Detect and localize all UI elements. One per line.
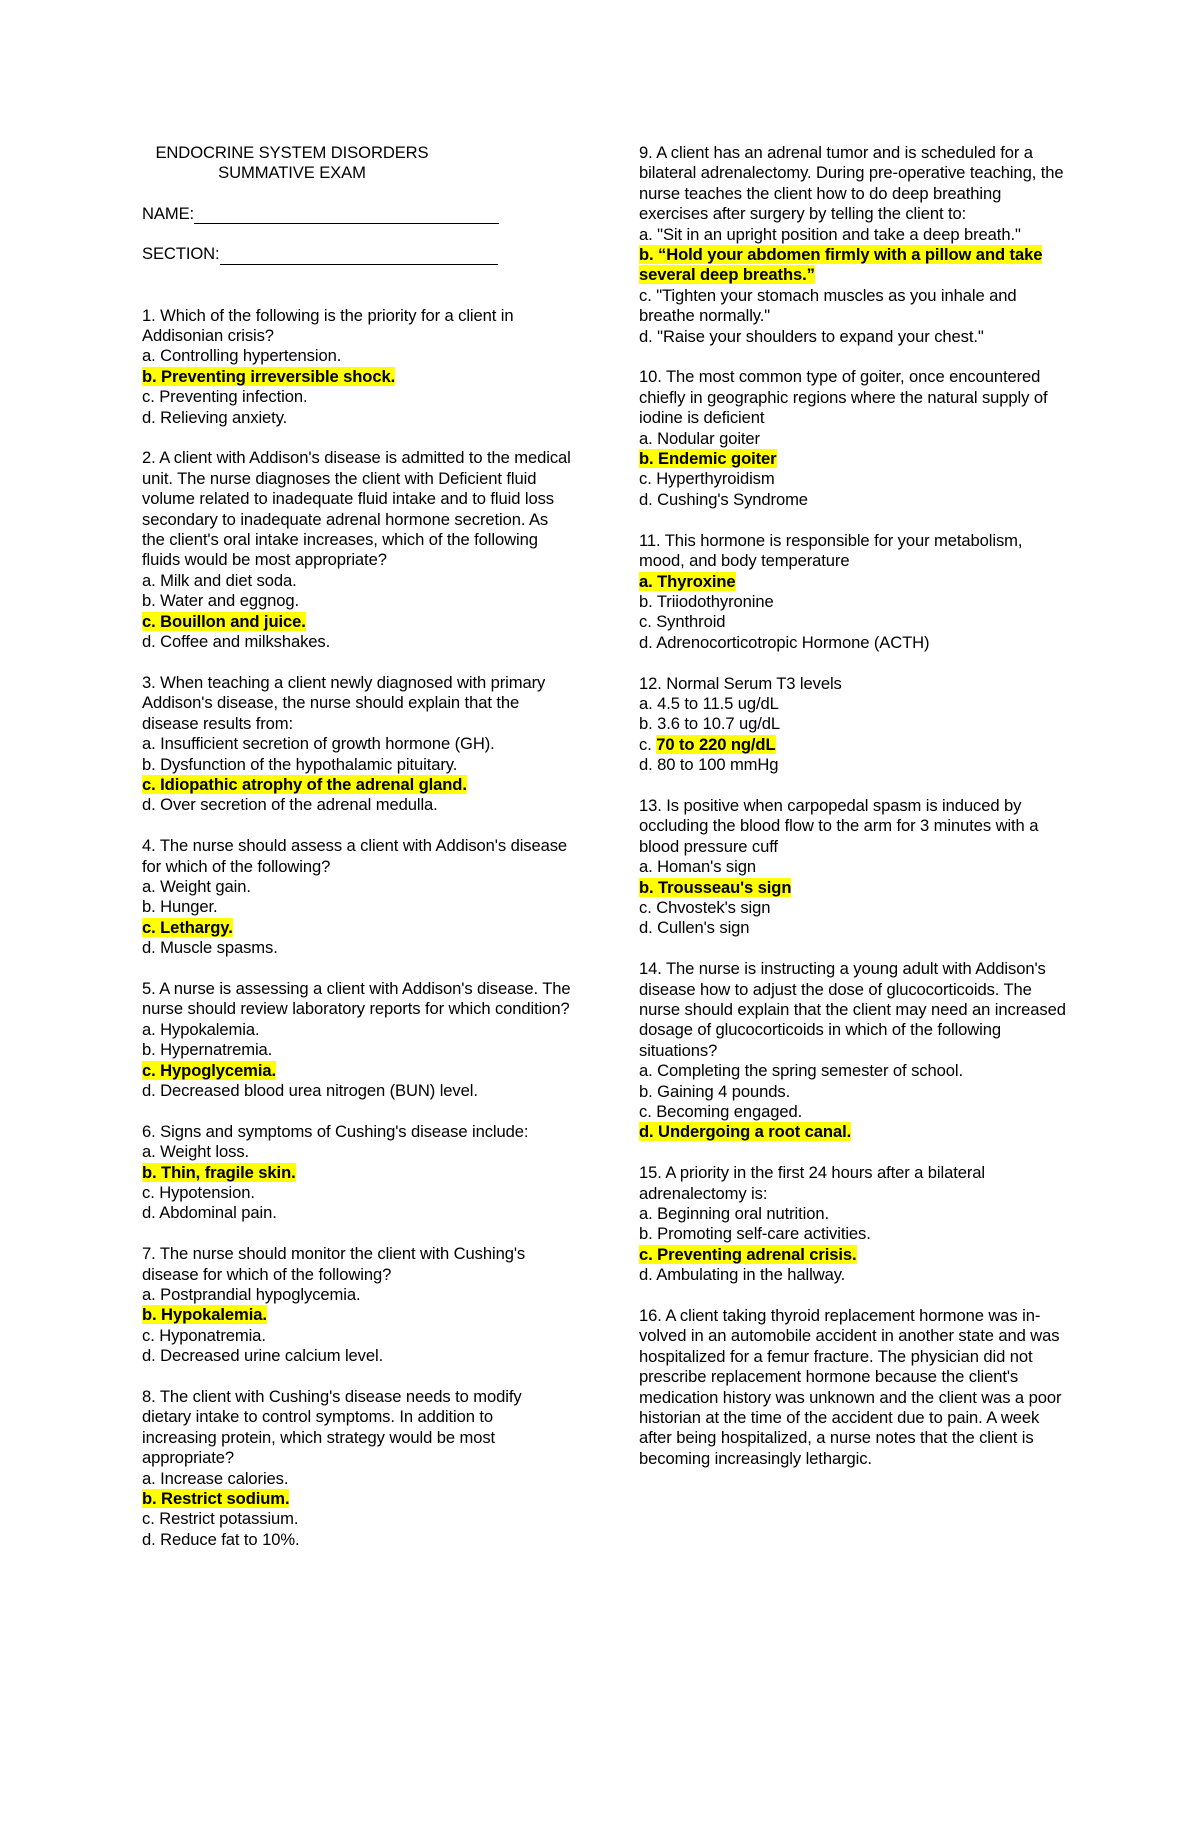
answer-option[interactable]: c. Hypotension. — [142, 1183, 255, 1203]
answer-option-correct[interactable] — [639, 449, 1069, 469]
answer-option[interactable]: d. Decreased blood urea nitrogen (BUN) level. — [142, 1081, 478, 1100]
question-stem: 1. Which of the following is the priority for a client in Addisonian crisis? — [142, 305, 514, 346]
name-field-row — [142, 204, 572, 224]
question-item — [142, 448, 572, 652]
answer-option[interactable]: d. Relieving anxiety. — [142, 407, 288, 427]
name-label: NAME: — [142, 203, 195, 223]
question-stem: 12. Normal Serum T3 levels — [639, 673, 842, 693]
highlighted-answer: 70 to 220 ng/dL — [656, 734, 776, 754]
question-item — [639, 959, 1069, 1143]
answer-option-correct[interactable] — [142, 1163, 572, 1183]
question-item — [142, 1122, 572, 1224]
title-line-1: ENDOCRINE SYSTEM DISORDERS — [155, 143, 429, 162]
highlighted-answer: c. Hypoglycemia. — [142, 1060, 276, 1080]
option-letter: c. — [639, 734, 657, 754]
answer-option[interactable]: d. Adrenocorticotropic Hormone (ACTH) — [639, 632, 930, 652]
question-stem: 16. A client taking thyroid replacement hormone was in- volved in an automobile accident in another state and was hospitalized for a femur fracture. The physician did not prescribe replacement hormone because the client's medication history was unknown and the client was a poor historian at the time of the accident due to pain. A week after being hospitalized, a nurse notes that the client is becoming increasingly lethargic. — [639, 1306, 1062, 1468]
answer-option-correct[interactable] — [142, 1305, 572, 1325]
question-item — [639, 1306, 1069, 1469]
answer-option[interactable]: c. Hyperthyroidism — [639, 469, 775, 489]
title-line-2: SUMMATIVE EXAM — [218, 163, 366, 183]
answer-option-correct[interactable] — [639, 1122, 1069, 1142]
answer-option[interactable]: a. Nodular goiter — [639, 428, 760, 448]
answer-option-correct[interactable] — [142, 1061, 572, 1081]
answer-option[interactable]: a. Postprandial hypoglycemia. — [142, 1285, 361, 1305]
highlighted-answer: c. Lethargy. — [142, 917, 233, 937]
student-fields — [142, 204, 572, 265]
highlighted-answer: b. “Hold your abdomen firmly with a pillow and take several deep breaths.” — [639, 245, 1043, 285]
question-item — [142, 673, 572, 816]
question-stem: 13. Is positive when carpopedal spasm is induced by occluding the blood flow to the arm for 3 minutes with a blood pressure cuff — [639, 795, 1039, 856]
answer-option[interactable]: c. Becoming engaged. — [639, 1102, 803, 1122]
question-item — [639, 143, 1069, 347]
answer-option-correct[interactable] — [142, 612, 572, 632]
left-question-list — [142, 306, 572, 1551]
answer-option[interactable]: d. Reduce fat to 10%. — [142, 1529, 300, 1549]
exam-title — [142, 143, 442, 184]
question-stem: 3. When teaching a client newly diagnosed with primary Addison's disease, the nurse should explain that the disease results from: — [142, 672, 546, 733]
answer-option[interactable]: b. Water and eggnog. — [142, 591, 299, 611]
answer-option[interactable]: a. Weight loss. — [142, 1142, 250, 1162]
answer-option[interactable]: d. Decreased urine calcium level. — [142, 1346, 384, 1366]
answer-option[interactable]: a. 4.5 to 11.5 ug/dL — [639, 693, 779, 713]
highlighted-answer: b. Restrict sodium. — [142, 1489, 290, 1509]
answer-option[interactable]: c. Preventing infection. — [142, 387, 308, 407]
highlighted-answer: b. Hypokalemia. — [142, 1305, 267, 1325]
highlighted-answer: c. Preventing adrenal crisis. — [639, 1244, 857, 1264]
question-stem: 8. The client with Cushing's disease needs to modify dietary intake to control symptoms. In addition to increasing protein, which strategy would be most appropriate? — [142, 1387, 522, 1468]
answer-option[interactable]: d. Ambulating in the hallway. — [639, 1265, 846, 1285]
highlighted-answer: b. Thin, fragile skin. — [142, 1162, 296, 1182]
name-blank-line[interactable] — [194, 206, 499, 224]
question-stem: 15. A priority in the first 24 hours after a bilateral adrenalectomy is: — [639, 1163, 986, 1203]
answer-option[interactable]: d. Abdominal pain. — [142, 1203, 277, 1223]
answer-option[interactable]: b. Dysfunction of the hypothalamic pituitary. — [142, 754, 458, 774]
answer-option[interactable]: a. Controlling hypertension. — [142, 346, 342, 366]
answer-option[interactable]: d. Cushing's Syndrome — [639, 489, 808, 509]
question-stem: 14. The nurse is instructing a young adult with Addison's disease how to adjust the dose of glucocorticoids. The nurse should explain that the client may need an increased dosage of glucocorticoids in which of the following situations? — [639, 959, 1066, 1060]
answer-option[interactable]: c. Hyponatremia. — [142, 1325, 266, 1345]
answer-option-correct[interactable] — [142, 367, 572, 387]
answer-option[interactable]: b. Triiodothyronine — [639, 591, 774, 611]
right-column — [639, 143, 1069, 1490]
question-item — [142, 1387, 572, 1550]
answer-option[interactable]: b. Hunger. — [142, 897, 218, 917]
question-item — [639, 367, 1069, 510]
answer-option-correct[interactable] — [639, 1245, 1069, 1265]
answer-option-correct[interactable] — [639, 572, 1069, 592]
question-item — [142, 306, 572, 428]
question-stem: 5. A nurse is assessing a client with Addison's disease. The nurse should review laboratory reports for which condition? — [142, 978, 571, 1019]
answer-option[interactable]: b. Gaining 4 pounds. — [639, 1081, 791, 1101]
answer-option[interactable]: b. Promoting self-care activities. — [639, 1224, 871, 1244]
answer-option-correct[interactable] — [142, 1489, 572, 1509]
answer-option[interactable]: a. Increase calories. — [142, 1468, 289, 1488]
answer-option[interactable]: a. Homan's sign — [639, 857, 756, 877]
question-item — [639, 674, 1069, 776]
answer-option[interactable]: a. Weight gain. — [142, 876, 251, 896]
answer-option[interactable]: b. 3.6 to 10.7 ug/dL — [639, 714, 781, 734]
question-stem: 11. This hormone is responsible for your metabolism, mood, and body temperature — [639, 530, 1023, 571]
highlighted-answer: b. Endemic goiter — [639, 449, 777, 469]
question-item — [639, 1163, 1069, 1285]
answer-option-correct[interactable] — [142, 775, 572, 795]
answer-option[interactable]: d. Muscle spasms. — [142, 938, 278, 958]
answer-option-correct[interactable] — [639, 735, 1069, 755]
answer-option[interactable]: a. "Sit in an upright position and take a deep breath." — [639, 224, 1021, 244]
question-item — [142, 1244, 572, 1366]
answer-option[interactable]: a. Beginning oral nutrition. — [639, 1204, 829, 1224]
question-stem: 2. A client with Addison's disease is admitted to the medical unit. The nurse diagnoses the client with Deficient fluid volume related to inadequate fluid intake and to fluid loss secondary to inadequate adrenal hormone secretion. As the client's oral intake increases, which of the following fluids would be most appropriate? — [142, 448, 571, 570]
answer-option-correct[interactable] — [142, 918, 572, 938]
section-field-row — [142, 244, 572, 264]
question-item — [142, 836, 572, 958]
highlighted-answer: b. Trousseau's sign — [639, 877, 792, 897]
answer-option[interactable]: a. Milk and diet soda. — [142, 570, 297, 590]
question-stem: 9. A client has an adrenal tumor and is scheduled for a bilateral adrenalectomy. During pre-operative teaching, the nurse teaches the client how to do deep breathing exercises after surgery by telling the client to: — [639, 143, 1064, 224]
question-stem: 10. The most common type of goiter, once encountered chiefly in geographic regions where the natural supply of iodine is deficient — [639, 367, 1048, 428]
section-blank-line[interactable] — [220, 247, 498, 265]
answer-option[interactable]: d. 80 to 100 mmHg — [639, 755, 779, 775]
question-stem: 7. The nurse should monitor the client with Cushing's disease for which of the following? — [142, 1244, 526, 1284]
highlighted-answer: a. Thyroxine — [639, 571, 736, 591]
answer-option[interactable]: a. Hypokalemia. — [142, 1019, 260, 1039]
answer-option[interactable]: c. Chvostek's sign — [639, 897, 771, 917]
highlighted-answer: b. Preventing irreversible shock. — [142, 366, 396, 386]
answer-option[interactable]: c. Synthroid — [639, 612, 726, 632]
answer-option[interactable]: d. Coffee and milkshakes. — [142, 632, 331, 652]
left-column — [142, 143, 572, 1571]
right-question-list — [639, 143, 1069, 1469]
question-item — [142, 979, 572, 1101]
answer-option[interactable]: c. "Tighten your stomach muscles as you inhale and breathe normally." — [639, 285, 1017, 326]
answer-option[interactable]: a. Insufficient secretion of growth hormone (GH). — [142, 734, 495, 754]
highlighted-answer: c. Idiopathic atrophy of the adrenal gland. — [142, 774, 467, 794]
question-item — [639, 531, 1069, 653]
question-stem: 6. Signs and symptoms of Cushing's disease include: — [142, 1121, 529, 1141]
answer-option-correct[interactable] — [639, 245, 1069, 286]
answer-option[interactable]: b. Hypernatremia. — [142, 1040, 273, 1060]
highlighted-answer: c. Bouillon and juice. — [142, 611, 306, 631]
answer-option-correct[interactable] — [639, 878, 1069, 898]
highlighted-answer: d. Undergoing a root canal. — [639, 1122, 852, 1142]
answer-option[interactable]: d. "Raise your shoulders to expand your chest." — [639, 326, 984, 346]
answer-option[interactable]: c. Restrict potassium. — [142, 1509, 299, 1529]
question-item — [639, 796, 1069, 939]
answer-option[interactable]: d. Over secretion of the adrenal medulla. — [142, 795, 438, 815]
answer-option[interactable]: d. Cullen's sign — [639, 918, 750, 938]
question-stem: 4. The nurse should assess a client with Addison's disease for which of the following? — [142, 836, 568, 876]
section-label: SECTION: — [142, 244, 220, 264]
answer-option[interactable]: a. Completing the spring semester of school. — [639, 1061, 963, 1081]
